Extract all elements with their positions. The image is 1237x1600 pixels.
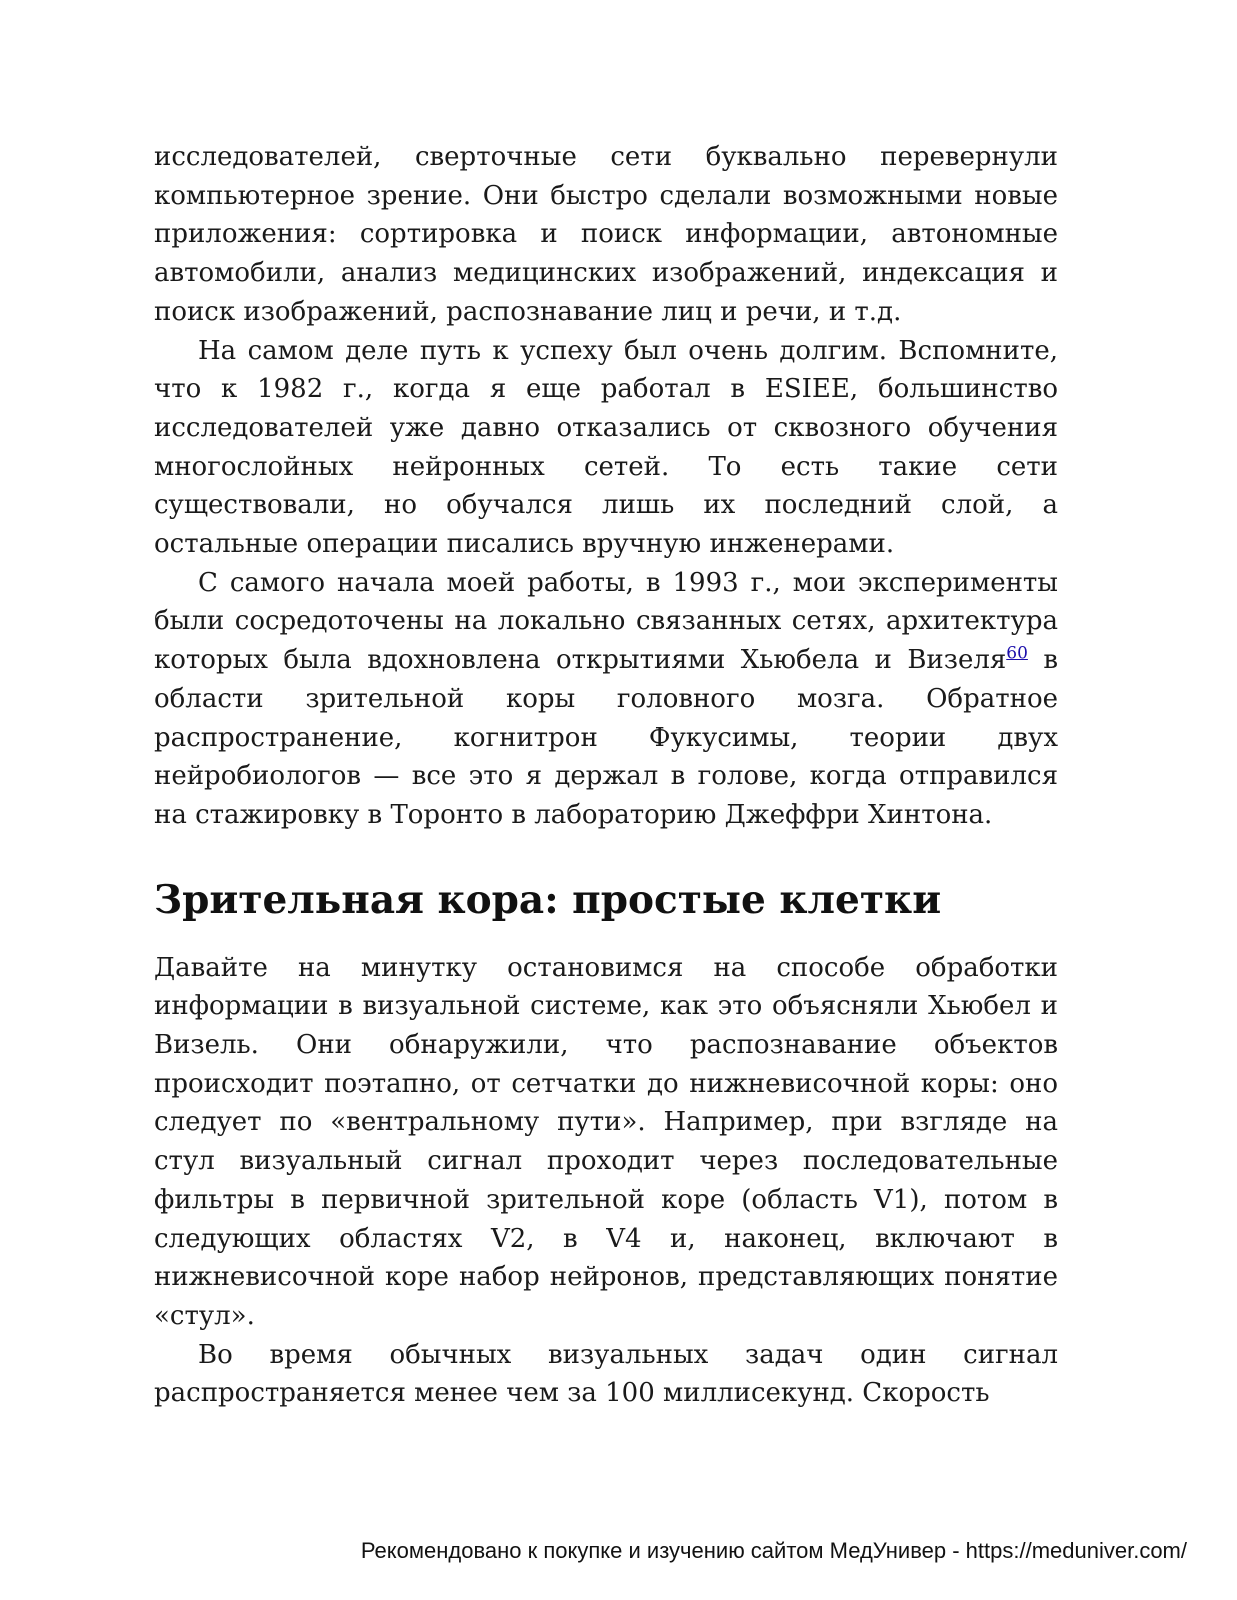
section-heading: Зрительная кора: простые клетки	[154, 876, 942, 923]
paragraph-3-text-start: С самого начала моей работы, в 1993 г., мои эксперименты были сосредоточены на локально связанных сетях, архитектура которых была вдохновлена открытиями Хьюбела и Визеля	[154, 567, 1058, 676]
page-body	[154, 138, 1058, 1413]
paragraph-1: исследователей, сверточные сети буквально перевернули компьютерное зрение. Они быстро сделали возможными новые приложения: сортировка и поиск информации, автономные автомобили, анализ медицинских изображений, индексация и поиск изображений, распознавание лиц и речи, и т.д.	[154, 142, 1058, 327]
footnote-link-60[interactable]: 60	[1006, 643, 1028, 664]
paragraph-2: На самом деле путь к успеху был очень долгим. Вспомните, что к 1982 г., когда я еще работал в ESIEE, большинство исследователей уже давно отказались от сквозного обучения многослойных нейронных сетей. То есть такие сети существовали, но обучался лишь их последний слой, а остальные операции писались вручную инженерами.	[154, 335, 1058, 560]
paragraph-3-text-end: в области зрительной коры головного мозга. Обратное распространение, когнитрон Фукусимы, теории двух нейробиологов — все это я держал в голове, когда отправился на стажировку в Торонто в лабораторию Джеффри Хинтона.	[154, 645, 1058, 830]
paragraph-5: Во время обычных визуальных задач один сигнал распространяется менее чем за 100 миллисекунд. Скорость	[154, 1339, 1058, 1409]
paragraph-3	[154, 564, 1058, 835]
footer-recommendation: Рекомендовано к покупке и изучению сайтом МедУнивер - https://meduniver.com/	[360, 1538, 1187, 1563]
paragraph-4: Давайте на минутку остановимся на способе обработки информации в визуальной системе, как это объясняли Хьюбел и Визель. Они обнаружили, что распознавание объектов происходит поэтапно, от сетчатки до нижневисочной коры: оно следует по «вентральному пути». Например, при взгляде на стул визуальный сигнал проходит через последовательные фильтры в первичной зрительной коре (область V1), потом в следующих областях V2, в V4 и, наконец, включают в нижневисочной коре набор нейронов, представляющих понятие «стул».	[154, 952, 1058, 1331]
